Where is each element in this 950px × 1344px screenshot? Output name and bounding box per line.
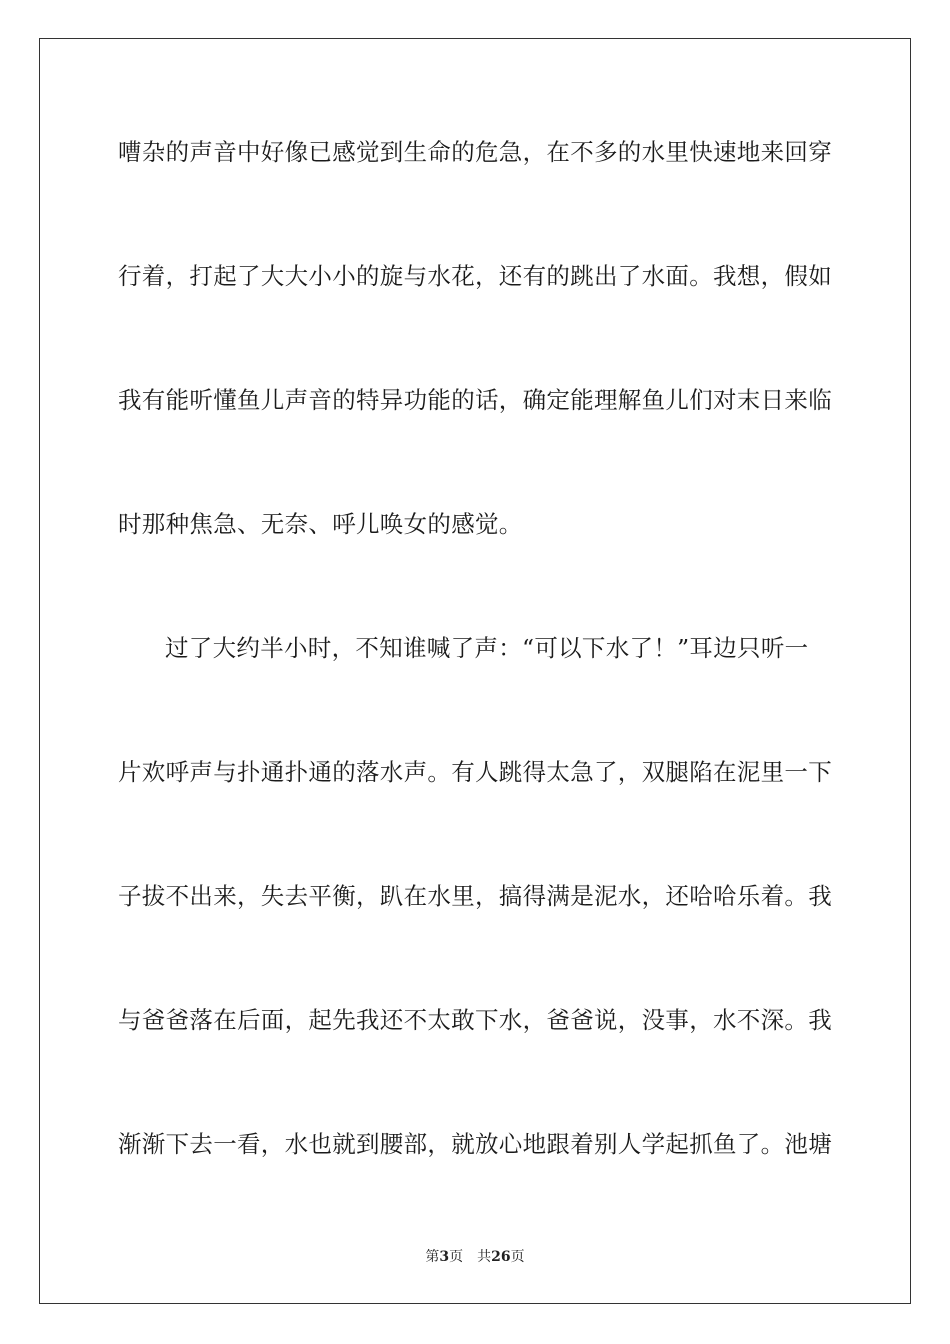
page-prefix: 第 xyxy=(425,1249,440,1265)
total-suffix: 页 xyxy=(510,1249,525,1265)
paragraph-line-9: 渐渐下去一看，水也就到腰部，就放心地跟着别人学起抓鱼了。池塘 xyxy=(118,1130,832,1158)
paragraph-line-6: 片欢呼声与扑通扑通的落水声。有人跳得太急了，双腿陷在泥里一下 xyxy=(118,758,832,786)
page-footer xyxy=(0,1248,950,1266)
paragraph-line-1: 嘈杂的声音中好像已感觉到生命的危急，在不多的水里快速地来回穿 xyxy=(118,138,832,166)
page-suffix: 页 xyxy=(449,1249,464,1265)
paragraph-line-5: 过了大约半小时，不知谁喊了声：“可以下水了！”耳边只听一 xyxy=(165,634,809,662)
page-number: 3 xyxy=(439,1249,450,1265)
page-border xyxy=(39,38,911,1304)
paragraph-line-2: 行着，打起了大大小小的旋与水花，还有的跳出了水面。我想，假如 xyxy=(118,262,832,290)
paragraph-line-8: 与爸爸落在后面，起先我还不太敢下水，爸爸说，没事，水不深。我 xyxy=(118,1006,832,1034)
paragraph-line-4: 时那种焦急、无奈、呼儿唤女的感觉。 xyxy=(118,510,523,538)
total-prefix: 共 xyxy=(477,1249,492,1265)
paragraph-line-7: 子拔不出来，失去平衡，趴在水里，搞得满是泥水，还哈哈乐着。我 xyxy=(118,882,832,910)
paragraph-line-3: 我有能听懂鱼儿声音的特异功能的话，确定能理解鱼儿们对末日来临 xyxy=(118,386,832,414)
total-pages: 26 xyxy=(491,1249,511,1265)
